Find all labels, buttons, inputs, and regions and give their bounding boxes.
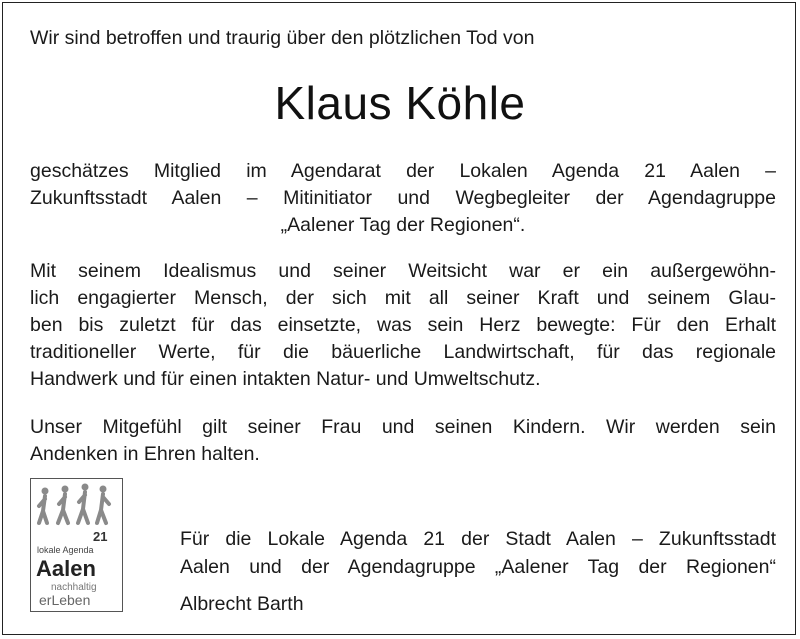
deceased-name: Klaus Köhle (274, 77, 526, 129)
logo-slogan2: erLeben (39, 592, 91, 608)
tribute-paragraph (30, 258, 776, 393)
agenda21-logo-graphic (31, 479, 121, 610)
condolence-paragraph (30, 414, 776, 468)
logo-slogan1: nachhaltig (51, 582, 97, 593)
signer-name: Albrecht Barth (180, 593, 304, 615)
tribute-line: Mit seinem Idealismus und seiner Weitsicht war er ein außergewöhn- (30, 260, 776, 282)
condolence-line: Unser Mitgefühl gilt seiner Frau und seinen Kindern. Wir werden sein (30, 416, 776, 438)
signature-block (180, 525, 776, 581)
signature-line: Für die Lokale Agenda 21 der Stadt Aalen – Zukunftsstadt (180, 528, 776, 550)
tribute-line: lich engagierter Mensch, der sich mit all seiner Kraft und seinem Glau- (30, 287, 776, 309)
condolence-line: Andenken in Ehren halten. (30, 443, 260, 465)
agenda21-logo (30, 478, 123, 612)
description-line: Zukunftsstadt Aalen – Mitinitiator und Wegbegleiter der Agendagruppe (30, 187, 776, 209)
description-paragraph (30, 158, 776, 239)
tribute-line: Handwerk und für einen intakten Natur- und Umweltschutz. (30, 368, 541, 390)
description-line: geschätzes Mitglied im Agendarat der Lokalen Agenda 21 Aalen – (30, 160, 776, 182)
intro-text: Wir sind betroffen und traurig über den plötzlichen Tod von (30, 27, 535, 49)
tribute-line: ben bis zuletzt für das einsetzte, was sein Herz bewegte: Für den Erhalt (30, 314, 776, 336)
description-line: „Aalener Tag der Regionen“. (280, 214, 526, 236)
logo-city: Aalen (36, 556, 96, 581)
logo-subtitle: lokale Agenda (37, 545, 94, 555)
signature-line: Aalen und der Agendagruppe „Aalener Tag der Regionen“ (180, 556, 776, 578)
logo-number: 21 (93, 529, 108, 544)
tribute-line: traditioneller Werte, für die bäuerliche Landwirtschaft, für das regionale (30, 341, 776, 363)
